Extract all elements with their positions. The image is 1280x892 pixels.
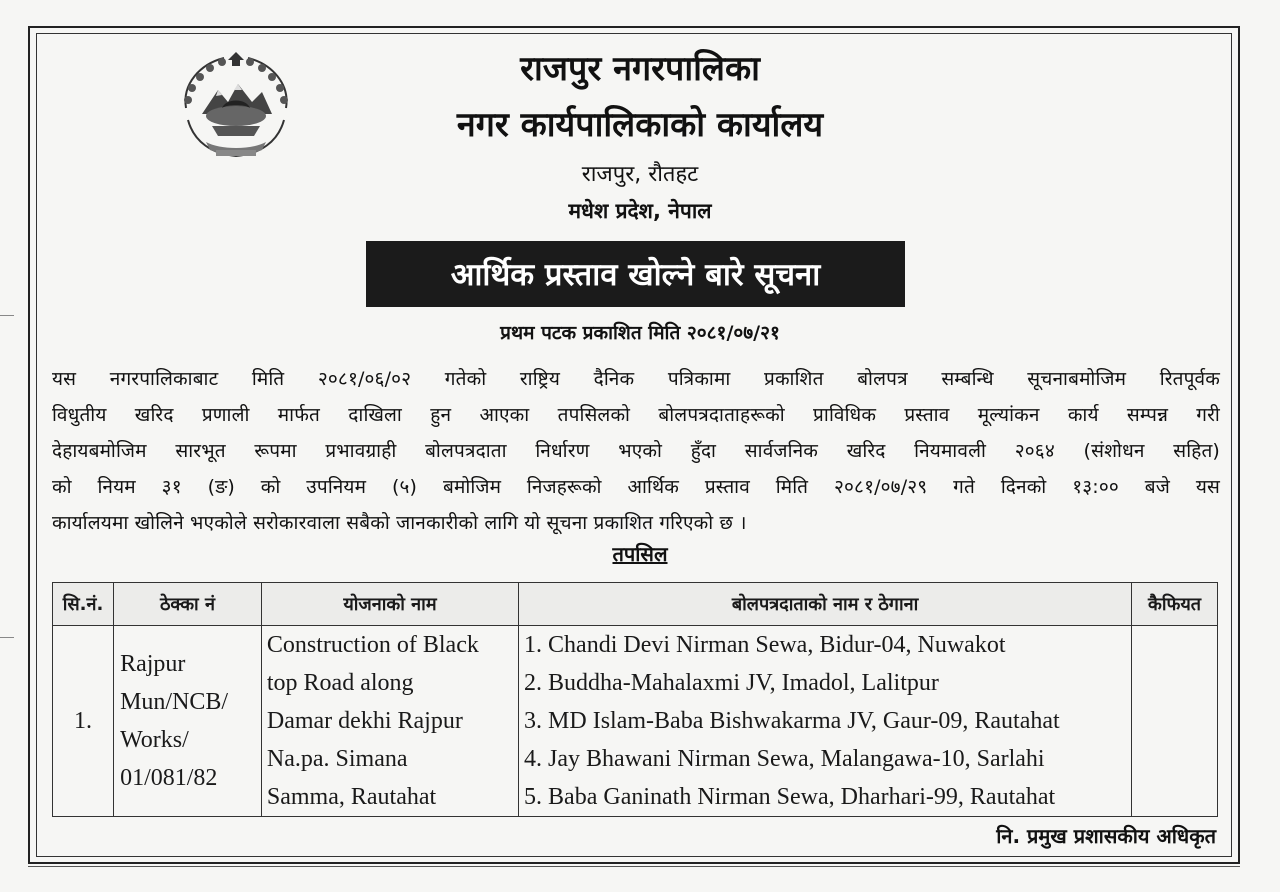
- col-header-contract: ठेक्का नं: [114, 583, 262, 626]
- province-name: मधेश प्रदेश, नेपाल: [568, 199, 712, 223]
- bidder-item: 4. Jay Bhawani Nirman Sewa, Malangawa-10, Sarlahi: [524, 746, 1045, 772]
- cell-bidders: [519, 626, 1132, 817]
- notice-body-line: कार्यालयमा खोलिने भएकोले सरोकारवाला सबैको जानकारीको लागि यो सूचना प्रकाशित गरिएको छ ।: [52, 512, 747, 534]
- col-header-sn: सि.नं.: [53, 583, 114, 626]
- cell-project-name: [261, 626, 518, 817]
- bidder-item: 2. Buddha-Mahalaxmi JV, Imadol, Lalitpur: [524, 670, 939, 696]
- col-header-remarks: कैफियत: [1132, 583, 1218, 626]
- bottom-rule: [28, 866, 1240, 867]
- notice-body-line: देहायबमोजिम सारभूत रूपमा प्रभावग्राही बोलपत्रदाता निर्धारण भएको हुँदा सार्वजनिक खरिद नियमावली २०६४ (संशोधन सहित): [52, 440, 1220, 462]
- notice-body-line: को नियम ३१ (ङ) को उपनियम (५) बमोजिम निजहरूको आर्थिक प्रस्ताव मिति २०८१/०७/२९ गते दिनको १३:०० बजे यस: [52, 476, 1220, 498]
- notice-title: आर्थिक प्रस्ताव खोल्ने बारे सूचना: [366, 241, 905, 307]
- municipality-name: राजपुर नगरपालिका: [520, 49, 760, 89]
- notice-body-line: विधुतीय खरिद प्रणाली मार्फत दाखिला हुन आएका तपसिलको बोलपत्रदाताहरूको प्राविधिक प्रस्ताव मूल्यांकन कार्य सम्पन्न गरी: [52, 404, 1220, 426]
- col-header-bidders: बोलपत्रदाताको नाम र ठेगाना: [519, 583, 1132, 626]
- contract-line: 01/081/82: [120, 765, 218, 791]
- table-row: [53, 626, 1218, 817]
- contract-line: Mun/NCB/: [120, 689, 229, 715]
- bidder-item: 5. Baba Ganinath Nirman Sewa, Dharhari-99, Rautahat: [524, 784, 1056, 810]
- contract-line: Works/: [120, 727, 189, 753]
- office-name: नगर कार्यपालिकाको कार्यालय: [456, 105, 824, 145]
- office-address: राजपुर, रौतहट: [581, 162, 699, 187]
- project-line: top Road along: [266, 670, 414, 696]
- first-published-date: प्रथम पटक प्रकाशित मिति २०८१/०७/२१: [500, 322, 780, 344]
- signatory-title: नि. प्रमुख प्रशासकीय अधिकृत: [996, 824, 1216, 848]
- edge-mark: [0, 637, 14, 638]
- notice-body-line: यस नगरपालिकाबाट मिति २०८१/०६/०२ गतेको राष्ट्रिय दैनिक पत्रिकामा प्रकाशित बोलपत्र सम्बन्धि सूचनाबमोजिम रितपूर्वक: [52, 368, 1220, 390]
- col-header-project: योजनाको नाम: [261, 583, 518, 626]
- edge-mark: [0, 315, 14, 316]
- details-heading: तपसिल: [612, 542, 668, 566]
- project-line: Na.pa. Simana: [266, 746, 408, 772]
- bidder-item: 3. MD Islam-Baba Bishwakarma JV, Gaur-09, Rautahat: [524, 708, 1060, 734]
- nepal-emblem-icon: [172, 50, 300, 166]
- bidders-table: [52, 582, 1218, 817]
- project-line: Samma, Rautahat: [266, 784, 437, 810]
- cell-remarks: [1132, 626, 1218, 817]
- bidder-item: 1. Chandi Devi Nirman Sewa, Bidur-04, Nuwakot: [524, 632, 1006, 658]
- project-line: Damar dekhi Rajpur: [266, 708, 463, 734]
- table-header-row: [53, 583, 1218, 626]
- cell-sn: 1.: [53, 626, 114, 817]
- project-line: Construction of Black: [266, 632, 479, 658]
- cell-contract-no: [114, 626, 262, 817]
- contract-line: Rajpur: [120, 651, 186, 677]
